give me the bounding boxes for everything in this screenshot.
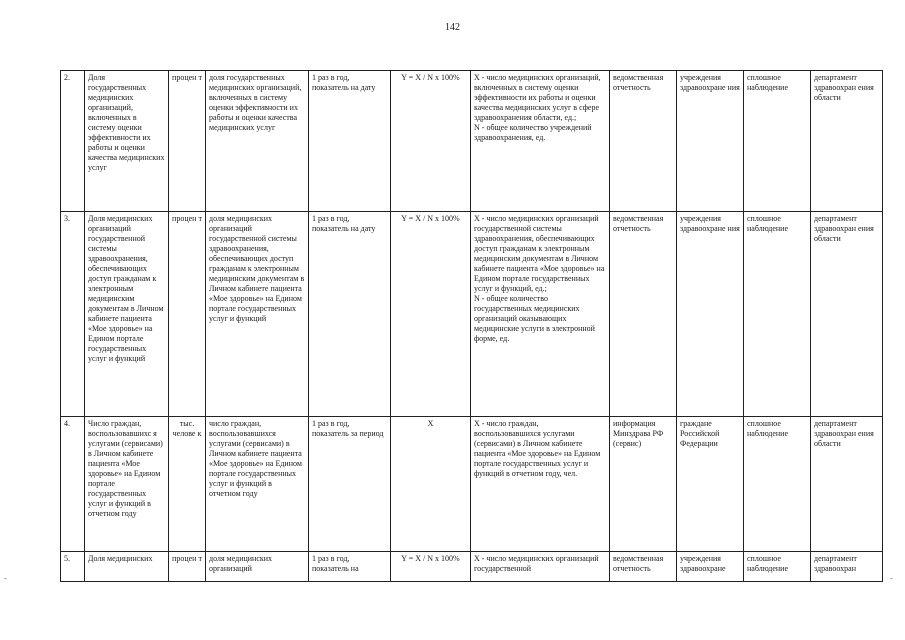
indicator-name: Доля медицинских организаций государственной системы здравоохранения, обеспечивающих доступ гражданам к электронным медицинским документам в Личном кабинете пациента «Мое здоровье» на Едином портале государственных услуг и функций (85, 212, 169, 417)
collection-method: сплошное наблюдение (744, 71, 811, 212)
components: X - число медицинских организаций государственной (471, 552, 610, 582)
data-source: ведомственная отчетность (610, 212, 677, 417)
row-number: 4. (61, 417, 85, 552)
data-source: ведомственная отчетность (610, 552, 677, 582)
formula: Y = X / N x 100% (391, 71, 471, 212)
observation-unit: учреждения здравоохране ния (677, 71, 744, 212)
observation-unit: граждане Российской Федерации (677, 417, 744, 552)
table-row (61, 71, 883, 212)
responsible-body: департамент здравоохран ения области (811, 212, 883, 417)
indicator-name: Доля медицинских (85, 552, 169, 582)
collection-method: сплошное наблюдение (744, 552, 811, 582)
periodicity: 1 раз в год, показатель на (309, 552, 391, 582)
indicator-definition: число граждан, воспользовавшихся услугами (сервисами) в Личном кабинете пациента «Мое здоровье» на Едином портале государственных услуг и функций в отчетном году (206, 417, 309, 552)
unit-of-measure: тыс. челове к (169, 417, 206, 552)
periodicity: 1 раз в год, показатель на дату (309, 71, 391, 212)
collection-method: сплошное наблюдение (744, 212, 811, 417)
responsible-body: департамент здравоохран (811, 552, 883, 582)
row-number: 2. (61, 71, 85, 212)
indicator-name: Число граждан, воспользовавшихс я услугами (сервисами) в Личном кабинете пациента «Мое здоровье» на Едином портале государственных услуг и функций в отчетном году (85, 417, 169, 552)
formula: X (391, 417, 471, 552)
row-number: 3. (61, 212, 85, 417)
table-row (61, 552, 883, 582)
responsible-body: департамент здравоохран ения области (811, 71, 883, 212)
indicators-table (60, 70, 883, 582)
indicator-name: Доля государственных медицинских организаций, включенных в систему оценки эффективности их работы и оценки качества медицинских услуг (85, 71, 169, 212)
periodicity: 1 раз в год, показатель за период (309, 417, 391, 552)
unit-of-measure: процен т (169, 212, 206, 417)
table-row (61, 212, 883, 417)
scan-edge-mark: - (890, 574, 893, 583)
table-row (61, 417, 883, 552)
periodicity: 1 раз в год, показатель на дату (309, 212, 391, 417)
components: X - число медицинских организаций государственной системы здравоохранения, обеспечивающих доступ гражданам к электронным медицинским документам в Личном кабинете пациента «Мое здоровье» на Едином портале государственных услуг и функций, ед.; N - общее количество государственных медицинских организаций оказывающих медицинские услуги в электронной форме, ед. (471, 212, 610, 417)
scan-edge-mark: - (4, 574, 7, 583)
indicator-definition: доля медицинских организаций государственной системы здравоохранения, обеспечивающих доступ гражданам к электронным медицинским документам в Личном кабинете пациента «Мое здоровье» на Едином портале государственных услуг и функций (206, 212, 309, 417)
indicator-definition: доля государственных медицинских организаций, включенных в систему оценки эффективности их работы и оценки качества медицинских услуг (206, 71, 309, 212)
unit-of-measure: процен т (169, 552, 206, 582)
unit-of-measure: процен т (169, 71, 206, 212)
observation-unit: учреждения здравоохране ния (677, 212, 744, 417)
row-number: 5. (61, 552, 85, 582)
components: X - число граждан, воспользовавшихся услугами (сервисами) в Личном кабинете пациента «Мое здоровье» на Едином портале государственных услуг и функций в отчетном году, чел. (471, 417, 610, 552)
data-source: ведомственная отчетность (610, 71, 677, 212)
collection-method: сплошное наблюдение (744, 417, 811, 552)
indicator-definition: доля медицинских организаций (206, 552, 309, 582)
formula: Y = X / N x 100% (391, 212, 471, 417)
data-source: информация Минздрава РФ (сервис) (610, 417, 677, 552)
observation-unit: учреждения здравоохране (677, 552, 744, 582)
page-number: 142 (445, 22, 460, 33)
formula: Y = X / N x 100% (391, 552, 471, 582)
components: X - число медицинских организаций, включенных в систему оценки эффективности их работы и оценки качества медицинских услуг в сфере здравоохранения области, ед.; N - общее количество учреждений здравоохранения, ед. (471, 71, 610, 212)
responsible-body: департамент здравоохран ения области (811, 417, 883, 552)
